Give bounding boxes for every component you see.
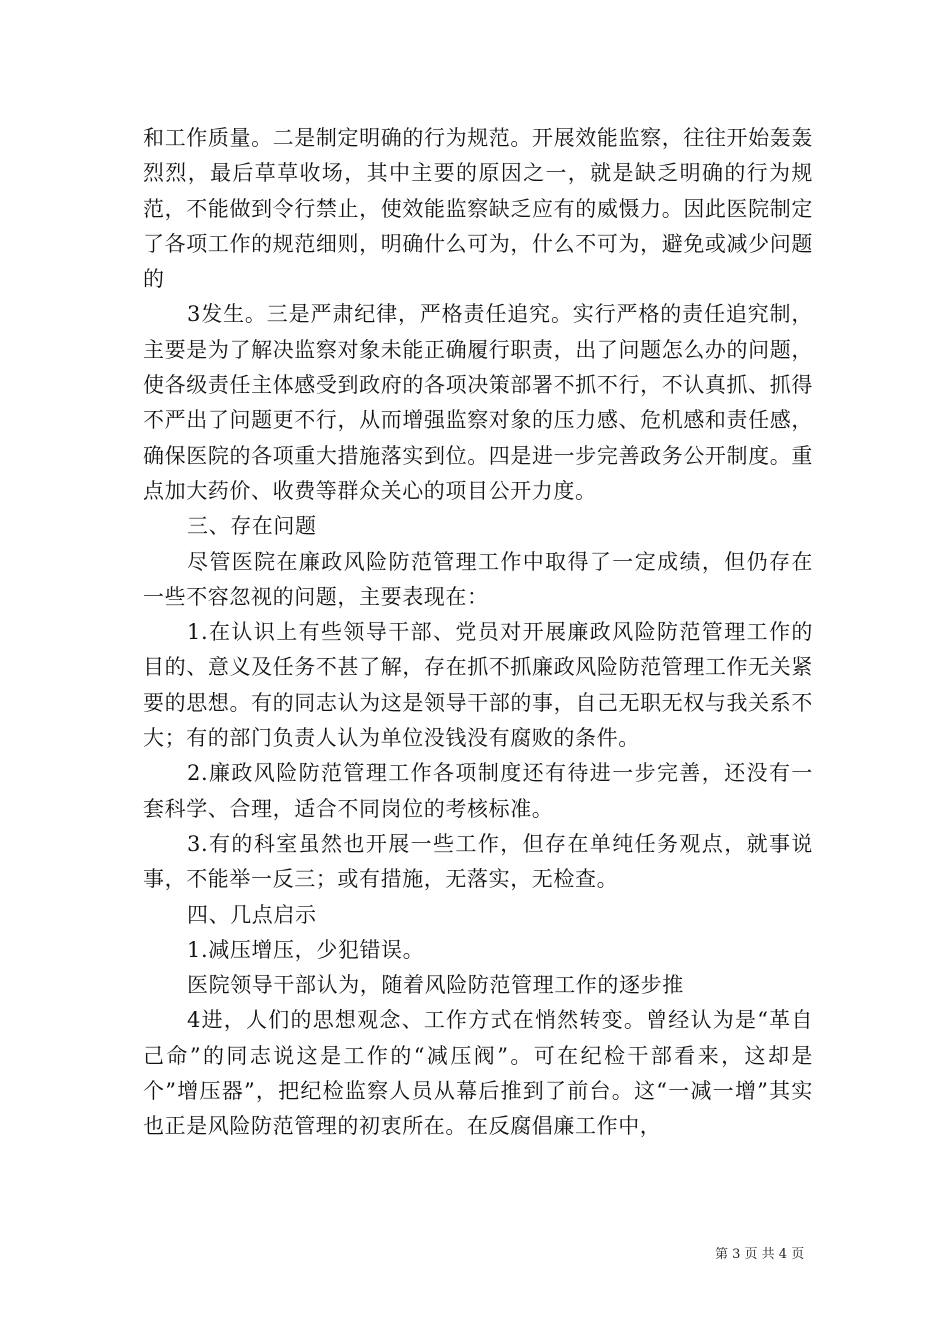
section-heading-problems: 三、存在问题 [187,514,317,539]
paragraph-leaders-view: 医院领导干部认为，随着风险防范管理工作的逐步推 [187,973,684,998]
section-heading-insights: 四、几点启示 [187,902,317,927]
paragraph-pressure-valve: 4进，人们的思想观念、工作方式在悄然转变。曾经认为是“革自己命”的同志说这是工作的“减压阀”。可在纪检干部看来，这却是个”增压器”，把纪检监察人员从幕后推到了前台。这“一减一增”其实也正是风险防范管理的初衷所在。在反腐倡廉工作中， [143,1008,813,1139]
list-item-insight-1: 1.减压增压，少犯错误。 [187,937,425,962]
list-item-problem-2: 2.廉政风险防范管理工作各项制度还有待进一步完善，还没有一套科学、合理，适合不同岗位的考核标准。 [143,761,813,821]
page-number-footer: 第 3 页 共 4 页 [715,1247,805,1262]
paragraph-continuation: 和工作质量。二是制定明确的行为规范。开展效能监察，往往开始轰轰烈烈，最后草草收场，其中主要的原因之一，就是缺乏明确的行为规范，不能做到令行禁止，使效能监察缺乏应有的威慑力。因此医院制定了各项工作的规范细则，明确什么可为，什么不可为，避免或减少问题的 [143,126,813,292]
paragraph-problems-intro: 尽管医院在廉政风险防范管理工作中取得了一定成绩，但仍存在一些不容忽视的问题，主要表现在： [143,549,813,609]
list-item-problem-3: 3.有的科室虽然也开展一些工作，但存在单纯任务观点，就事说事，不能举一反三；或有措施，无落实，无检查。 [143,831,813,892]
document-body [143,121,813,1145]
paragraph-discipline: 3发生。三是严肃纪律，严格责任追究。实行严格的责任追究制，主要是为了解决监察对象未能正确履行职责，出了问题怎么办的问题，使各级责任主体感受到政府的各项决策部署不抓不行，不认真抓、抓得不严出了问题更不行，从而增强监察对象的压力感、危机感和责任感，确保医院的各项重大措施落实到位。四是进一步完善政务公开制度。重点加大药价、收费等群众关心的项目公开力度。 [143,302,813,503]
list-item-problem-1: 1.在认识上有些领导干部、党员对开展廉政风险防范管理工作的目的、意义及任务不甚了解，存在抓不抓廉政风险防范管理工作无关紧要的思想。有的同志认为这是领导干部的事，自己无职无权与我关系不大；有的部门负责人认为单位没钱没有腐败的条件。 [143,620,813,751]
